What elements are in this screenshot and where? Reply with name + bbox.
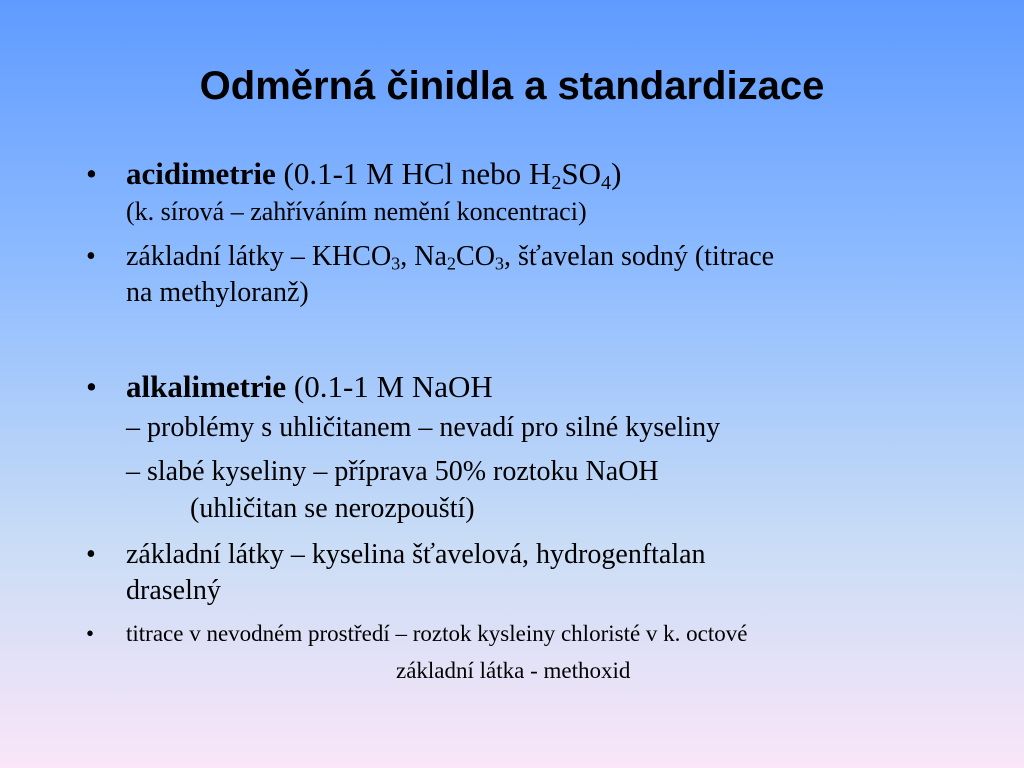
acidimetrie-text-b: SO (561, 156, 602, 191)
zakladni-1-sub-2: 2 (446, 253, 457, 274)
zakladni-1-sub-1: 3 (391, 253, 401, 274)
bullet-marker: • (86, 241, 96, 272)
titrace-line2: základní látka - methoxid (396, 658, 631, 683)
alkalimetrie-line (126, 369, 493, 405)
slide-title: Odměrná činidla a standardizace (199, 64, 825, 108)
acidimetrie-text-a: (0.1-1 M HCl nebo H (275, 156, 552, 191)
acidimetrie-text-c: ) (611, 156, 622, 191)
alkalimetrie-line3: – slabé kyseliny – příprava 50% roztoku NaOH (126, 456, 659, 487)
acidimetrie-note: (k. sírová – zahříváním nemění koncentraci) (126, 197, 587, 226)
zakladni-1-sub-3: 3 (494, 253, 505, 274)
bullet-marker: • (86, 369, 97, 404)
titrace-line1: titrace v nevodném prostředí – roztok kysleiny chloristé v k. octové (126, 621, 748, 646)
alkalimetrie-text: (0.1-1 M NaOH (286, 369, 493, 404)
zakladni-1-text-b: , Na (400, 241, 447, 272)
zakladni-2-line2: draselný (126, 575, 221, 606)
zakladni-1-text-c: CO (456, 241, 495, 272)
bullet-marker: • (86, 156, 97, 191)
acidimetrie-term: acidimetrie (126, 156, 276, 191)
acidimetrie-sub-2: 4 (601, 172, 612, 195)
acidimetrie-line (126, 156, 622, 195)
alkalimetrie-line4: (uhličitan se nerozpouští) (190, 493, 475, 524)
bullet-marker: • (86, 539, 96, 570)
zakladni-1-line (126, 241, 774, 273)
zakladni-2-line1: základní látky – kyselina šťavelová, hydrogenftalan (126, 539, 706, 570)
zakladni-1-line2: na methyloranž) (126, 277, 309, 308)
zakladni-1-text-d: , šťavelan sodný (titrace (504, 241, 775, 272)
alkalimetrie-line2: – problémy s uhličitanem – nevadí pro silné kyseliny (126, 412, 721, 443)
bullet-marker: • (86, 621, 95, 646)
zakladni-1-text-a: základní látky – KHCO (126, 241, 392, 272)
alkalimetrie-term: alkalimetrie (126, 369, 287, 404)
acidimetrie-sub-1: 2 (551, 172, 562, 195)
